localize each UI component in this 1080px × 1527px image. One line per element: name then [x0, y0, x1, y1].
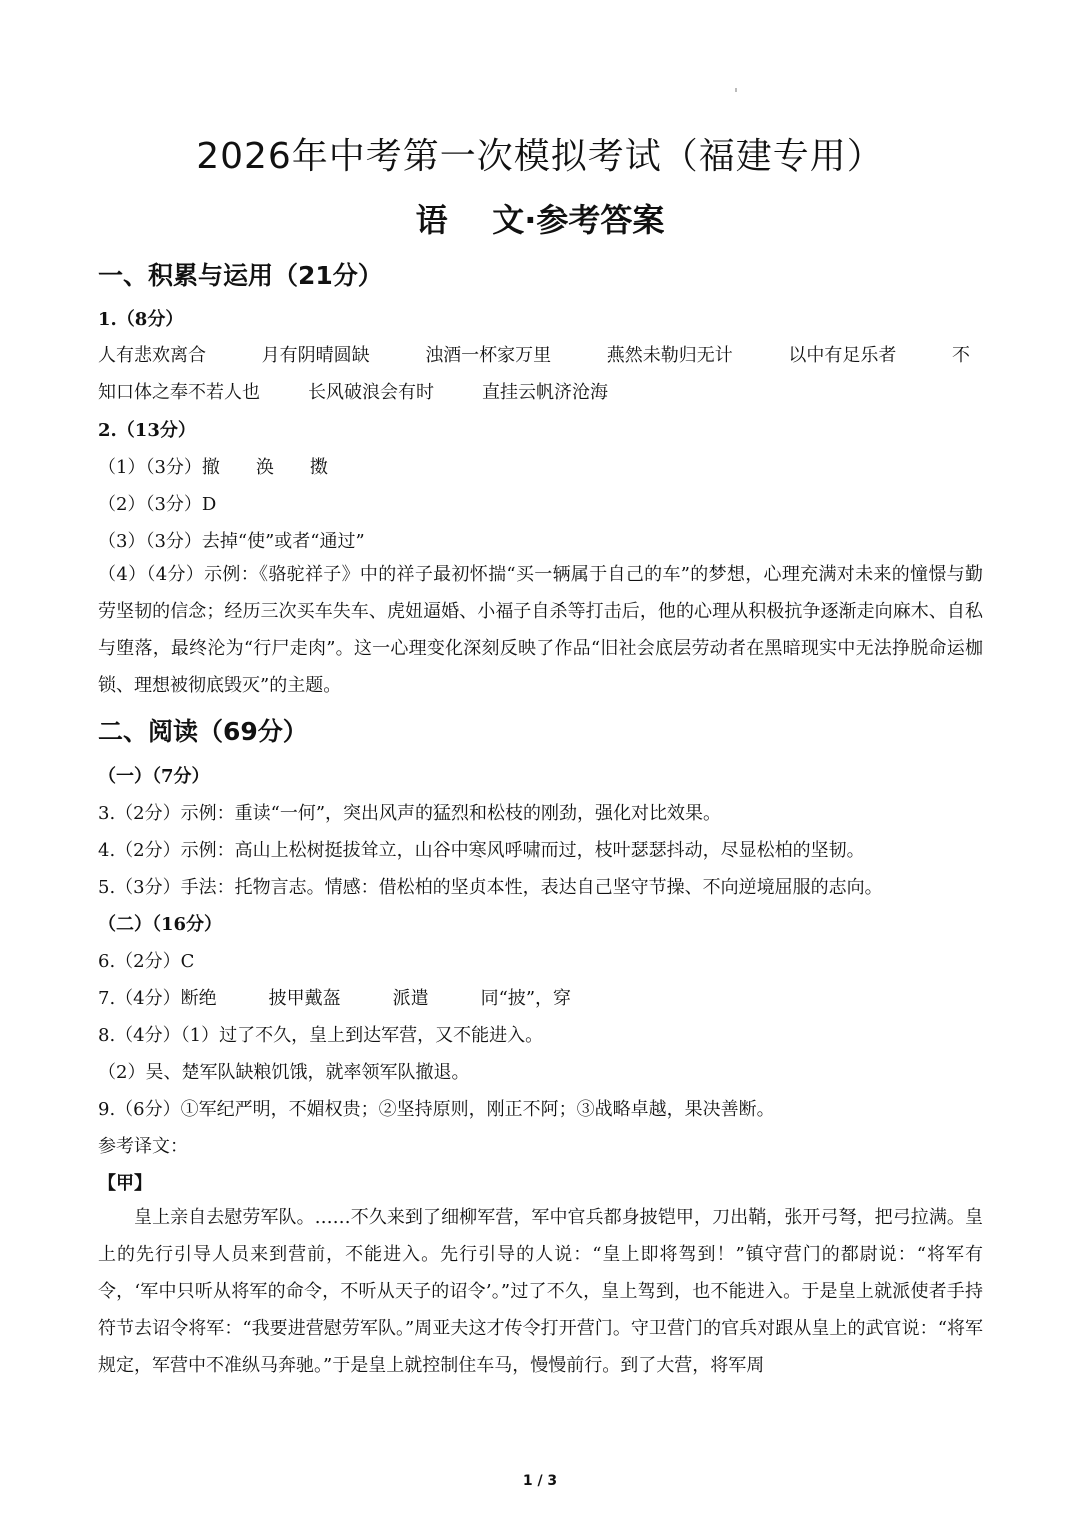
question-3-answer: 3.（2分）示例：重读“一何”，突出风声的猛烈和松枝的刚劲，强化对比效果。	[98, 803, 722, 824]
scan-speck	[735, 88, 737, 92]
question-2-answer-4: （4）（4分）示例：《骆驼祥子》中的祥子最初怀揣“买一辆属于自己的车”的梦想，心理充满对未来的憧憬与勤劳坚韧的信念；经历三次买车失车、虎妞逼婚、小福子自杀等打击后，他的心理从积极抗争逐渐走向麻木、自私与堕落，最终沦为“行尸走肉”。这一心理变化深刻反映了作品“旧社会底层劳动者在黑暗现实中无法挣脱命运枷锁、理想被彻底毁灭”的主题。	[98, 564, 983, 696]
question-8-answer-1: 8.（4分）（1）过了不久，皇上到达军营，又不能进入。	[98, 1025, 544, 1046]
passage-jia-label: 【甲】	[98, 1173, 152, 1194]
question-4-answer: 4.（2分）示例：高山上松树挺拔耸立，山谷中寒风呼啸而过，枝叶瑟瑟抖动，尽显松柏的坚韧。	[98, 840, 865, 861]
part-1-label: （一）（7分）	[98, 766, 210, 787]
question-5-answer: 5.（3分）手法：托物言志。情感：借松柏的坚贞本性，表达自己坚守节操、不向逆境屈服的志向。	[98, 877, 883, 898]
answer-item: 人有悲欢离合	[98, 345, 206, 366]
page-number: 1 / 3	[522, 1473, 558, 1489]
section-heading-accumulation: 一、积累与运用（21分）	[98, 261, 383, 290]
question-2-label: 2.（13分）	[98, 420, 196, 441]
question-1-label: 1.（8分）	[98, 309, 184, 330]
question-1-answers-row1	[98, 341, 988, 367]
translation-paragraph: 皇上亲自去慰劳军队。……不久来到了细柳军营，军中官兵都身披铠甲，刀出鞘，张开弓弩，把弓拉满。皇上的先行引导人员来到营前，不能进入。先行引导的人说：“皇上即将驾到！”镇守营门的都尉说：“将军有令，‘军中只听从将军的命令，不听从天子的诏令’。”过了不久，皇上驾到，也不能进入。于是皇上就派使者手持符节去诏令将军：“我要进营慰劳军队。”周亚夫这才传令打开营门。守卫营门的官兵对跟从皇上的武官说：“将军规定，军营中不准纵马奔驰。”于是皇上就控制住车马，慢慢前行。到了大营，将军周	[98, 1207, 983, 1376]
question-2-answer-1: （1）（3分）撤 涣 擞	[98, 457, 328, 478]
answer-item: 7.（4分）断绝	[98, 988, 217, 1009]
part-2-label: （二）（16分）	[98, 914, 223, 935]
question-6-answer: 6.（2分）C	[98, 951, 195, 972]
reference-translation-label: 参考译文：	[98, 1136, 188, 1157]
answer-item: 披甲戴盔	[268, 988, 341, 1009]
answer-item: 不	[951, 345, 970, 366]
question-2-answer-2: （2）（3分）D	[98, 494, 217, 515]
question-1-answers-row2	[98, 378, 988, 404]
answer-item: 同“披”，穿	[480, 988, 572, 1009]
answer-item: 知口体之奉不若人也	[98, 382, 260, 403]
answer-item: 派遣	[392, 988, 429, 1009]
answer-item: 浊酒一杯家万里	[425, 345, 552, 366]
answer-item: 燕然未勒归无计	[606, 345, 733, 366]
question-9-answer: 9.（6分）①军纪严明，不媚权贵；②坚持原则，刚正不阿；③战略卓越，果决善断。	[98, 1099, 775, 1120]
question-2-answer-3: （3）（3分）去掉“使”或者“通过”	[98, 531, 365, 552]
section-heading-reading: 二、阅读（69分）	[98, 717, 308, 746]
page-title: 2026年中考第一次模拟考试（福建专用）	[196, 136, 884, 177]
answer-item: 以中有足乐者	[788, 345, 897, 366]
answer-item: 月有阴晴圆缺	[261, 345, 370, 366]
page-subtitle: 语 文·参考答案	[415, 201, 665, 239]
answer-item: 直挂云帆济沧海	[482, 382, 608, 403]
question-7-answers	[98, 984, 988, 1010]
answer-item: 长风破浪会有时	[308, 382, 434, 403]
question-8-answer-2: （2）吴、楚军队缺粮饥饿，就率领军队撤退。	[98, 1062, 470, 1083]
